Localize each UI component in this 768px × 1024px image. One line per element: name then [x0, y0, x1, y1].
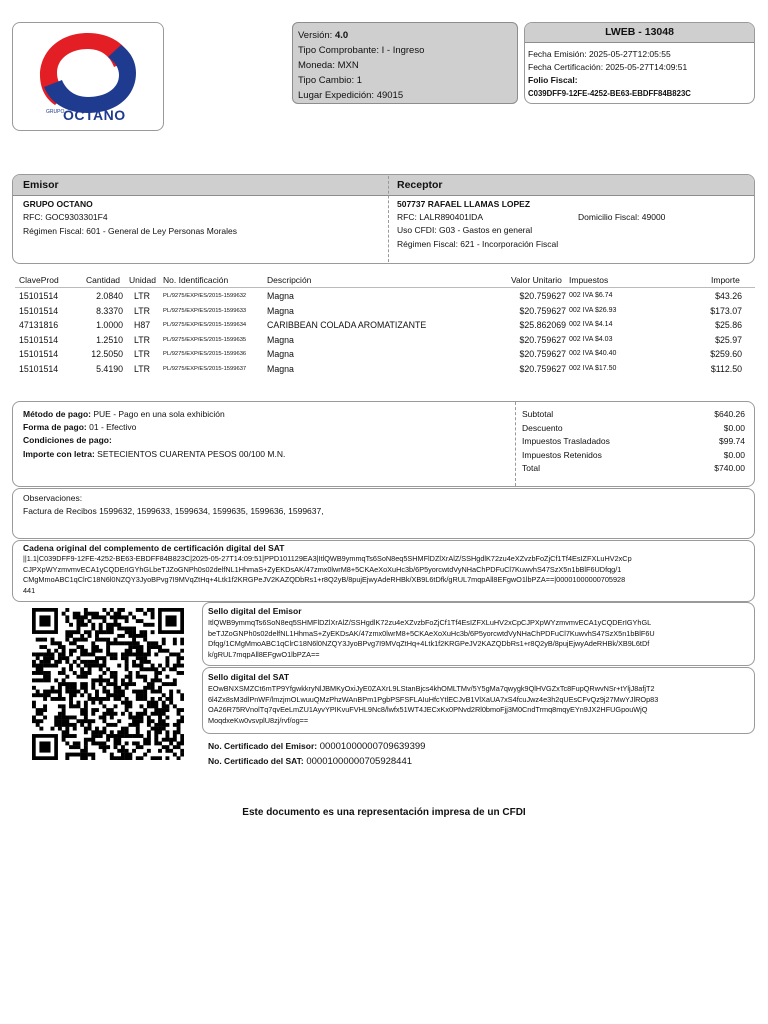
receptor-domicilio: Domicilio Fiscal: 49000 — [578, 212, 666, 222]
cell-descripcion: CARIBBEAN COLADA AROMATIZANTE — [267, 320, 427, 331]
col-header-descripcion: Descripción — [267, 275, 312, 285]
importe-letra-value: SETECIENTOS CUARENTA PESOS 00/100 M.N. — [94, 449, 286, 459]
cell-claveprod: 15101514 — [19, 349, 59, 360]
cell-descripcion: Magna — [267, 364, 294, 374]
fecha-certificacion: Fecha Certificación: 2025-05-27T14:09:51 — [528, 62, 688, 72]
cell-unidad: LTR — [134, 334, 150, 345]
cell-cantidad: 8.3370 — [96, 305, 123, 316]
cell-claveprod: 15101514 — [19, 334, 59, 345]
total-label: Impuestos Retenidos — [522, 449, 602, 460]
sello-sat-line-2: 6l4Zx8sM3dlPnWF/lmzjmOLwuuQMzPhzWAnBPm1PgbPSFSFLAIuHfcYtlECJvB1VlXaUA7xS4fcuJwz4e3h2qUEsCFvQz9j27MwYJlROp83 — [208, 694, 659, 704]
cell-no-identificacion: PL/9275/EXP/ES/2015-1599635 — [163, 336, 247, 343]
col-header-unidad: Unidad — [129, 275, 156, 285]
cell-cantidad: 1.2510 — [96, 334, 123, 345]
certificado-emisor — [208, 739, 425, 754]
emisor-header: Emisor — [23, 179, 59, 191]
cadena-line-2: CJPXpWYzmvmvECA1yCQDErIGYhGLbeTJZoGNPh0s02delfNL1HhmaS+ZyEKDsAK/47zmx0lwrM8+5CKAeXoXuHc3b/6P5yorcwtdVyNHaChPDFuCl7KuwvhS47SzX5n1bBlF6UDfqg/1 — [23, 564, 622, 574]
cadena-original-text — [23, 554, 751, 596]
cell-no-identificacion: PL/9275/EXP/ES/2015-1599636 — [163, 351, 247, 358]
cell-no-identificacion: PL/9275/EXP/ES/2015-1599637 — [163, 366, 247, 372]
emisor-regimen: Régimen Fiscal: 601 - General de Ley Personas Morales — [23, 226, 238, 236]
cell-cantidad: 1.0000 — [96, 320, 123, 331]
emisor-receptor-box — [12, 174, 755, 264]
cell-cantidad: 5.4190 — [96, 364, 123, 374]
receptor-name: 507737 RAFAEL LLAMAS LOPEZ — [397, 199, 531, 209]
cadena-original-box — [12, 540, 755, 602]
emisor-name: GRUPO OCTANO — [23, 199, 93, 209]
col-header-importe: Importe — [711, 275, 740, 285]
cell-valor-unitario: $20.759627 — [519, 364, 566, 374]
sello-sat-text — [208, 684, 748, 726]
certificado-sat-label: No. Certificado del SAT: — [208, 756, 304, 766]
cell-claveprod: 15101514 — [19, 291, 59, 301]
sello-emisor-line-3: Dfqg/1CMgMmoABC1qClrC18N6l0NZQY3JyoBPvg7I9MVqZtHq+4Ltk1f2KRGPeJV2KAZQDbRs1+r8Q2yB/8pujEjwyAdeRHBk/XB9L6tDf — [208, 639, 650, 648]
tipo-cambio-value: 1 — [356, 75, 363, 86]
forma-pago-label: Forma de pago: — [23, 422, 87, 432]
importe-letra-label: Importe con letra: — [23, 449, 95, 459]
logo-small-text: GRUPO — [46, 109, 65, 115]
cell-impuestos: 002 IVA $40.40 — [569, 350, 617, 358]
metodo-pago-value: PUE - Pago en una sola exhibición — [91, 409, 225, 419]
sello-emisor-line-4: k/gRUL7mqpAll8EFgwO1lbPZA== — [208, 649, 320, 659]
folio-box — [524, 22, 755, 104]
cadena-original-title: Cadena original del complemento de certificación digital del SAT — [23, 543, 285, 553]
certificado-sat-value: 00001000000705928441 — [303, 756, 413, 767]
cell-importe: $173.07 — [710, 305, 742, 316]
payment-totals-box — [12, 401, 755, 487]
sello-emisor-box — [202, 602, 755, 666]
receptor-rfc: RFC: LALR890401IDA — [397, 212, 483, 222]
cell-valor-unitario: $25.862069 — [519, 320, 566, 331]
lugar-expedicion-value: 49015 — [376, 90, 404, 101]
cell-impuestos: 002 IVA $26.93 — [569, 306, 617, 314]
sello-emisor-line-2: beTJZoGNPh0s02delfNL1HhmaS+ZyEKDsAK/47zmx0lwrM8+5CKAeXoXuHc3b/6P5yorcwtdVyNHaChPDFuCl7KuwvhS47SzX5n1bBlF6U — [208, 628, 655, 638]
tipo-comprobante-label: Tipo Comprobante: — [298, 45, 382, 56]
total-label: Impuestos Trasladados — [522, 436, 610, 446]
sello-sat-line-3: OA26R75RVnolTq7qvEeLmZU1AyvYPIKvuFVHL9Nc8/lwfx51WT4JECxKx0PNvd2Rl0bmoFjj3M0CndTrmq8mqyEYn9JX2HFUGpouWjQ — [208, 705, 648, 714]
tipo-comprobante-value: I - Ingreso — [381, 45, 425, 56]
sello-sat-line-4: MoqdxeKw0vsvplU8zj/rvf/og== — [208, 715, 309, 725]
cell-importe: $25.86 — [715, 320, 742, 331]
version-value: 4.0 — [334, 30, 349, 41]
cell-unidad: LTR — [134, 349, 150, 360]
lugar-expedicion-line — [298, 88, 512, 103]
sello-sat-title: Sello digital del SAT — [208, 672, 290, 682]
cell-unidad: LTR — [134, 305, 150, 316]
total-label: Descuento — [522, 422, 563, 433]
certificado-emisor-label: No. Certificado del Emisor: — [208, 741, 318, 751]
moneda-label: Moneda: — [298, 60, 338, 71]
cell-impuestos: 002 IVA $17.50 — [569, 365, 617, 372]
receptor-regimen: Régimen Fiscal: 621 - Incorporación Fiscal — [397, 239, 559, 249]
emisor-receptor-header — [13, 175, 754, 196]
moneda-line — [298, 58, 512, 73]
sello-sat-box — [202, 667, 755, 734]
version-label: Versión: — [298, 30, 335, 41]
cell-no-identificacion: PL/9275/EXP/ES/2015-1599632 — [163, 293, 247, 299]
folio-fiscal-label: Folio Fiscal: — [528, 75, 578, 85]
col-header-valor-unitario: Valor Unitario — [511, 275, 562, 285]
comprobante-info-box — [292, 22, 518, 104]
total-value: $640.26 — [714, 409, 745, 419]
cell-impuestos: 002 IVA $4.03 — [569, 335, 613, 343]
metodo-pago — [23, 408, 225, 421]
cell-valor-unitario: $20.759627 — [519, 305, 566, 316]
cell-importe: $259.60 — [710, 349, 742, 360]
condiciones-pago-label: Condiciones de pago: — [23, 435, 112, 445]
emisor-receptor-divider — [388, 176, 389, 262]
metodo-pago-label: Método de pago: — [23, 409, 91, 419]
footer-note: Este documento es una representación impresa de un CFDI — [242, 807, 526, 818]
fecha-emision: Fecha Emisión: 2025-05-27T12:05:55 — [528, 49, 671, 59]
cell-claveprod: 47131816 — [19, 320, 59, 331]
cell-importe: $112.50 — [710, 364, 742, 374]
cell-unidad: LTR — [134, 364, 150, 374]
cell-descripcion: Magna — [267, 349, 294, 360]
cell-claveprod: 15101514 — [19, 305, 59, 316]
qr-code-icon — [32, 608, 184, 760]
tipo-comprobante-line — [298, 43, 512, 58]
moneda-value: MXN — [337, 60, 359, 71]
tipo-cambio-label: Tipo Cambio: — [298, 75, 357, 86]
forma-pago — [23, 421, 136, 434]
emisor-rfc: RFC: GOC9303301F4 — [23, 212, 108, 222]
folio-fiscal-value: C039DFF9-12FE-4252-BE63-EBDFF84B823C — [528, 89, 691, 98]
qr-code — [32, 608, 184, 760]
certificados — [208, 739, 425, 769]
folio-box-title: LWEB - 13048 — [525, 23, 754, 43]
certificado-emisor-value: 00001000000709639399 — [317, 741, 426, 752]
certificado-sat — [208, 754, 425, 769]
cell-cantidad: 2.0840 — [96, 291, 123, 301]
cadena-line-4: 441 — [23, 585, 36, 595]
payment-totals-divider — [515, 402, 516, 486]
cadena-line-3: CMgMmoABC1qClrC18N6l0NZQY3JyoBPvg7I9MVqZtHq+4Ltk1f2KRGPeJV2KAZQDbRs1+r8Q2yB/8pujEjwyAdeRHBk/XB9L6tDfk/gRUL7mqpAll8EFgwO1lbPZA==|00001000000705928 — [23, 575, 626, 584]
items-header-rule — [15, 287, 755, 288]
cell-impuestos: 002 IVA $6.74 — [569, 292, 613, 299]
cell-no-identificacion: PL/9275/EXP/ES/2015-1599634 — [163, 322, 247, 329]
cell-claveprod: 15101514 — [19, 364, 59, 374]
observaciones-text: Factura de Recibos 1599632, 1599633, 1599634, 1599635, 1599636, 1599637, — [23, 506, 324, 516]
cell-unidad: H87 — [134, 320, 151, 331]
cell-importe: $43.26 — [715, 291, 742, 301]
total-value: $0.00 — [723, 422, 745, 433]
logo-brand-text: OCTANO — [63, 107, 126, 123]
sello-emisor-line-1: ItlQWB9ymmqTs6SoN8eq5SHMFlDZlXrAlZ/SSHgdlK72zu4eXZvzbFoZjCf1Tf4EsIZFXLuHV2xCpCJPXpWYzmvmvECA1yCQDErIGYhGL — [208, 618, 652, 627]
col-header-impuestos: Impuestos — [569, 275, 609, 285]
cell-importe: $25.97 — [715, 334, 742, 345]
col-header-claveprod: ClaveProd — [19, 275, 59, 285]
receptor-uso-cfdi: Uso CFDI: G03 - Gastos en general — [397, 225, 533, 235]
total-value: $740.00 — [714, 463, 745, 473]
version-line — [298, 28, 512, 43]
sello-emisor-title: Sello digital del Emisor — [208, 606, 302, 616]
sello-sat-line-1: EOwBNXSMZCt6mTP9YfgwkkryNlJBMKyOxiJyE0ZAXrL9LStanBjcs4khOMLTMv/5Y5gMa7qwygk9QlHVGZxTc8FupQRwvNSr+tYljJ8afjT2 — [208, 684, 655, 693]
forma-pago-value: 01 - Efectivo — [86, 422, 137, 432]
cell-descripcion: Magna — [267, 291, 294, 301]
total-label: Subtotal — [522, 409, 554, 419]
total-value: $0.00 — [723, 449, 745, 460]
col-header-cantidad: Cantidad — [86, 275, 121, 285]
cell-descripcion: Magna — [267, 334, 294, 345]
cell-cantidad: 12.5050 — [91, 349, 123, 360]
cell-unidad: LTR — [134, 291, 150, 301]
cell-descripcion: Magna — [267, 305, 294, 316]
company-logo — [12, 22, 164, 131]
receptor-header: Receptor — [397, 179, 443, 191]
tipo-cambio-line — [298, 73, 512, 88]
col-header-no-identificacion: No. Identificación — [163, 275, 229, 285]
total-value: $99.74 — [719, 436, 745, 446]
cell-impuestos: 002 IVA $4.14 — [569, 321, 613, 329]
observaciones-box — [12, 488, 755, 539]
cell-valor-unitario: $20.759627 — [519, 334, 566, 345]
cadena-line-1: ||1.1|C039DFF9-12FE-4252-BE63-EBDFF84B823C|2025-05-27T14:09:51|PPD101129EA3|ItlQWB9ymmqTs6SoN8eq5SHMFlDZlXrAlZ/SSHgdlK72zu4eXZvzbFoZjCf1Tf4EsIZFXLuHV2xCp — [23, 554, 632, 563]
importe-letra — [23, 448, 285, 461]
cell-valor-unitario: $20.759627 — [519, 291, 566, 301]
sello-emisor-text — [208, 618, 748, 660]
cell-no-identificacion: PL/9275/EXP/ES/2015-1599633 — [163, 307, 247, 314]
observaciones-label: Observaciones: — [23, 493, 83, 503]
cell-valor-unitario: $20.759627 — [519, 349, 566, 360]
lugar-expedicion-label: Lugar Expedición: — [298, 90, 377, 101]
total-label: Total — [522, 463, 540, 473]
